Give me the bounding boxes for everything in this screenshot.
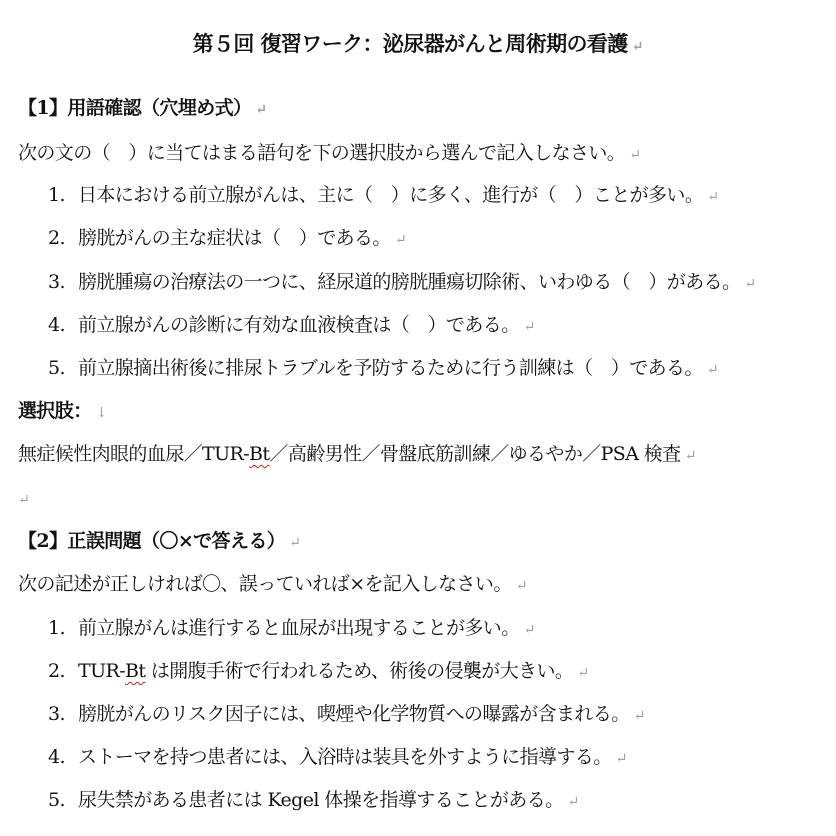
section2-instruction: 次の記述が正しければ〇、誤っていれば×を記入しなさい。 ↵ <box>18 573 528 595</box>
choices-list: 無症候性肉眼的血尿／TUR-Bt／高齢男性／骨盤底筋訓練／ゆるやか／PSA 検査 ↵ <box>18 443 697 465</box>
line-break-mark: ↓ <box>95 405 108 421</box>
paragraph-mark: ↵ <box>615 751 628 767</box>
section2-item-3: 3. 膀胱がんのリスク因子には、喫煙や化学物質への曝露が含まれる。 ↵ <box>48 703 646 725</box>
paragraph-mark: ↵ <box>18 492 30 508</box>
paragraph-mark: ↵ <box>515 578 528 594</box>
paragraph-mark: ↵ <box>629 147 641 163</box>
paragraph-mark: ↵ <box>684 448 697 464</box>
paragraph-mark: ↵ <box>289 535 301 551</box>
paragraph-mark: ↵ <box>567 794 580 810</box>
paragraph-mark: ↵ <box>523 319 536 335</box>
section2-item-2: 2. TUR-Bt は開腹手術で行われるため、術後の侵襲が大きい。 ↵ <box>48 660 590 682</box>
spellcheck-flagged-word: Bt <box>249 443 270 465</box>
section1-item-3: 3. 膀胱腫瘍の治療法の一つに、経尿道的膀胱腫瘍切除術、いわゆる（ ）がある。 ↵ <box>48 271 757 293</box>
paragraph-mark: ↵ <box>633 708 646 724</box>
document-title: 第５回 復習ワーク：泌尿器がんと周術期の看護 ↵ <box>192 31 644 56</box>
paragraph-mark: ↵ <box>255 102 268 118</box>
paragraph-mark: ↵ <box>577 665 590 681</box>
choices-label: 選択肢： ↓ <box>18 400 108 422</box>
section1-instruction: 次の文の（ ）に当てはまる語句を下の選択肢から選んで記入しなさい。 ↵ <box>18 142 641 164</box>
paragraph-mark: ↵ <box>706 362 719 378</box>
section1-item-1: 1. 日本における前立腺がんは、主に（ ）に多く、進行が（ ）ことが多い。 ↵ <box>48 184 719 206</box>
section2-heading: 【2】正誤問題（〇×で答える） ↵ <box>18 530 301 552</box>
section1-heading: 【1】用語確認（穴埋め式） ↵ <box>18 97 268 119</box>
spellcheck-flagged-word: Bt <box>125 660 146 682</box>
paragraph-mark: ↵ <box>523 622 536 638</box>
paragraph-mark: ↵ <box>707 189 719 205</box>
paragraph-mark: ↵ <box>744 276 757 292</box>
section2-item-5: 5. 尿失禁がある患者には Kegel 体操を指導することがある。 ↵ <box>48 789 580 811</box>
section1-item-5: 5. 前立腺摘出術後に排尿トラブルを予防するために行う訓練は（ ）である。 ↵ <box>48 357 719 379</box>
section1-item-2: 2. 膀胱がんの主な症状は（ ）である。 ↵ <box>48 227 407 249</box>
paragraph-mark: ↵ <box>394 232 407 248</box>
paragraph-mark: ↵ <box>631 39 644 55</box>
section1-item-4: 4. 前立腺がんの診断に有効な血液検査は（ ）である。 ↵ <box>48 314 536 336</box>
section2-item-1: 1. 前立腺がんは進行すると血尿が出現することが多い。 ↵ <box>48 617 536 639</box>
section2-item-4: 4. ストーマを持つ患者には、入浴時は装具を外すように指導する。 ↵ <box>48 746 628 768</box>
empty-paragraph <box>0 484 836 514</box>
